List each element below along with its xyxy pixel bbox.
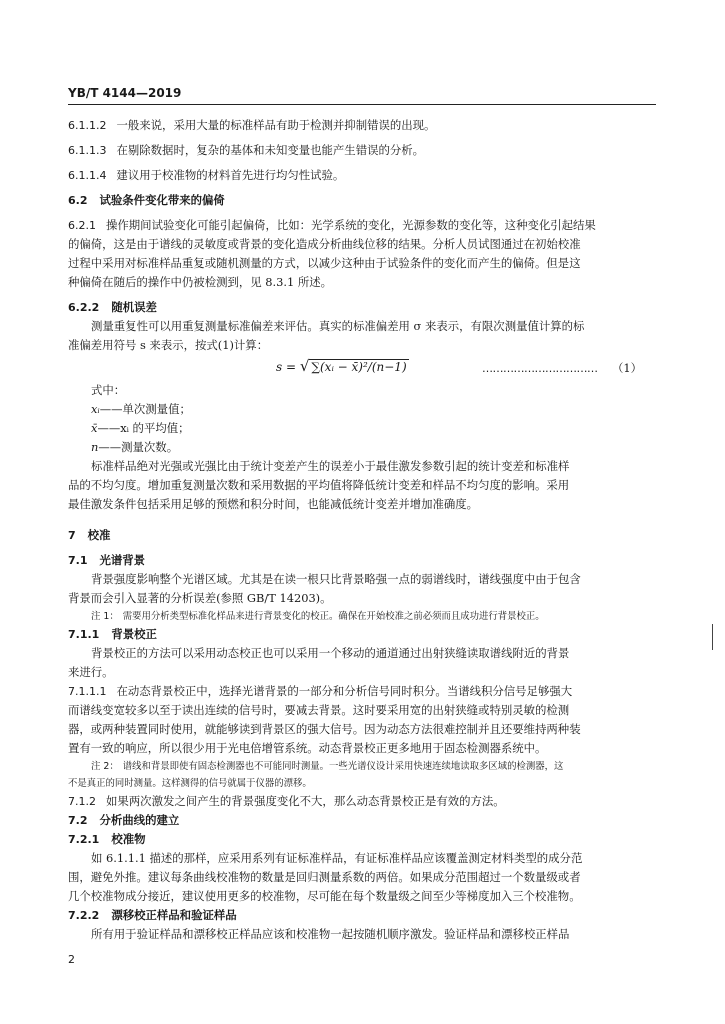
paragraph-line: 背景而会引入显著的分析误差(参照 GB/T 14203)。 (68, 591, 332, 605)
standard-code: YB/T 4144—2019 (68, 86, 182, 100)
equation-number: （1） (612, 361, 643, 375)
heading-title: 校准物 (111, 832, 146, 846)
clause-number: 6.1.1.4 (68, 169, 107, 182)
heading-7-1 (68, 551, 654, 570)
paragraph-line: 最佳激发条件包括采用足够的预燃和积分时间，也能减低统计变差并增加准确度。 (68, 497, 479, 511)
heading-number: 6.2 (68, 194, 88, 207)
clause-7-1-1-1-line: 置有一致的响应，所以很少用于光电倍增管系统。动态背景校正更多地用于固态检测器系统中。 (68, 741, 547, 755)
clause-number: 6.2.1 (68, 219, 96, 232)
clause-number: 6.1.1.3 (68, 144, 107, 157)
formula-1 (68, 355, 654, 381)
clause-6-2-1-line: 的偏倚，这是由于谱线的灵敏度或背景的变化造成分析曲线位移的结果。分析人员试图通过在初始校准 (68, 237, 581, 251)
variable-definition (68, 438, 654, 457)
variable-description: ——测量次数。 (98, 440, 179, 454)
document-body (68, 116, 654, 944)
note-2-continued: 不是真正的同时测量。这样测得的信号就属于仪器的漂移。 (68, 778, 312, 789)
clause-7-1-1-1-line (68, 682, 654, 701)
formula-expression: s = √ ∑(xᵢ − x̄)²/(n−1) (276, 357, 407, 375)
clause-6-2-1-line: 过程中采用对标准样品重复或随机测量的方式，以减少这种由于试验条件的变化而产生的偏倚。但是这 (68, 256, 581, 270)
heading-7 (68, 526, 654, 545)
heading-number: 7.1.1 (68, 628, 100, 641)
paragraph-line: 测量重复性可以用重复测量标准偏差来评估。真实的标准偏差用 σ 来表示，有限次测量值计算的标 (91, 319, 585, 333)
heading-number: 7.2 (68, 814, 88, 827)
margin-change-bar (712, 624, 713, 650)
heading-title: 试验条件变化带来的偏倚 (99, 193, 225, 207)
variable-symbol: xᵢ (91, 402, 100, 416)
heading-number: 7 (68, 529, 76, 542)
heading-number: 6.2.2 (68, 301, 100, 314)
paragraph-line: 标准样品绝对光强或光强比由于统计变差产生的误差小于最佳激发参数引起的统计变差和标准样 (91, 459, 570, 473)
variable-description: ——xᵢ 的平均值； (97, 421, 190, 435)
paragraph-line: 如 6.1.1.1 描述的那样，应采用系列有证标准样品，有证标准样品应该覆盖测定材料类型的成分范 (91, 851, 583, 865)
paragraph-line: 背景强度影响整个光谱区域。尤其是在读一根只比背景略强一点的弱谱线时，谱线强度中由于包含 (91, 572, 581, 586)
paragraph-line: 背景校正的方法可以采用动态校正也可以采用一个移动的通道通过出射狭缝读取谱线附近的背景 (91, 646, 570, 660)
heading-title: 漂移校正样品和验证样品 (111, 908, 237, 922)
clause-7-1-1-1-line: 器，或两种装置同时使用，就能够读到背景区的强大信号。因为动态方法很难控制并且还要维持两种装 (68, 722, 581, 736)
note-label: 注 1： (91, 611, 119, 622)
note-text: 需要用分析类型标准化样品来进行背景变化的校正。确保在开始校准之前必须而且成功进行背景校正。 (122, 611, 545, 622)
heading-6-2-2 (68, 298, 654, 317)
variable-definition (68, 419, 654, 438)
clause-text: 在剔除数据时，复杂的基体和未知变量也能产生错误的分析。 (116, 143, 425, 157)
header-rule (68, 104, 656, 105)
clause-number: 7.1.1.1 (68, 685, 107, 698)
clause-text: 一般来说，采用大量的标准样品有助于检测并抑制错误的出现。 (116, 118, 436, 132)
clause-text: 如果两次激发之间产生的背景强度变化不大，那么动态背景校正是有效的方法。 (106, 794, 505, 808)
paragraph-line: 几个校准物成分接近，建议使用更多的校准物，尽可能在每个数量级之间至少等梯度加入三个校准物。 (68, 889, 581, 903)
variable-definition (68, 400, 654, 419)
clause-text: 操作期间试验变化可能引起偏倚，比如：光学系统的变化，光源参数的变化等，这种变化引起结果 (106, 218, 596, 232)
clause-7-1-2 (68, 792, 654, 811)
paragraph-line: 来进行。 (68, 665, 114, 679)
clause-6-2-1-line (68, 216, 654, 235)
heading-number: 7.1 (68, 554, 88, 567)
variable-symbol: n (91, 440, 99, 454)
note-label: 注 2： (91, 761, 119, 772)
clause-6-1-1-4 (68, 166, 654, 185)
paragraph-line: 准偏差用符号 s 来表示，按式(1)计算： (68, 338, 269, 352)
formula-radicand: ∑(xᵢ − x̄)²/(n−1) (311, 360, 407, 374)
heading-number: 7.2.2 (68, 909, 100, 922)
heading-title: 背景校正 (111, 627, 157, 641)
clause-6-1-1-2 (68, 116, 654, 135)
note-1 (68, 608, 654, 625)
heading-number: 7.2.1 (68, 833, 100, 846)
paragraph-line: 所有用于验证样品和漂移校正样品应该和校准物一起按随机顺序激发。验证样品和漂移校正样品 (91, 927, 570, 941)
variable-description: ——单次测量值； (99, 402, 191, 416)
equation-leader-dots: …………………………… (482, 362, 598, 375)
clause-number: 6.1.1.2 (68, 119, 107, 132)
heading-title: 校准 (87, 528, 111, 542)
variables-intro: 式中： (91, 383, 126, 397)
clause-text: 在动态背景校正中，选择光谱背景的一部分和分析信号同时积分。当谱线积分信号足够强大 (116, 684, 573, 698)
clause-6-1-1-3 (68, 141, 654, 160)
page-number: 2 (68, 953, 75, 966)
clause-7-1-1-1-line: 而谱线变宽较多以至于读出连续的信号时，要减去背景。这时要采用宽的出射狭缝或特别灵敏的检测 (68, 703, 570, 717)
heading-7-1-1 (68, 625, 654, 644)
variable-symbol: x̄ (91, 421, 98, 435)
heading-6-2 (68, 191, 654, 210)
heading-7-2 (68, 811, 654, 830)
note-text: 谱线和背景即使有固态检测器也不可能同时测量。一些光谱仪设计采用快速连续地读取多区域的检测器，这 (122, 761, 564, 772)
clause-6-2-1-line: 种偏倚在随后的操作中仍被检测到，见 8.3.1 所述。 (68, 275, 333, 289)
heading-title: 光谱背景 (99, 553, 146, 567)
heading-title: 随机误差 (111, 300, 157, 314)
clause-number: 7.1.2 (68, 795, 96, 808)
paragraph-line: 围，避免外推。建议每条曲线校准物的数量是回归测量系数的两倍。如果成分范围超过一个数量级或者 (68, 870, 581, 884)
heading-title: 分析曲线的建立 (99, 813, 180, 827)
formula-lhs: s (276, 360, 283, 374)
heading-7-2-2 (68, 906, 654, 925)
note-2 (68, 758, 654, 775)
sqrt-symbol: √ (299, 357, 310, 375)
heading-7-2-1 (68, 830, 654, 849)
clause-text: 建议用于校准物的材料首先进行均匀性试验。 (116, 168, 345, 182)
paragraph-line: 品的不均匀度。增加重复测量次数和采用数据的平均值将降低统计变差和样品不均匀度的影响。采用 (68, 478, 570, 492)
